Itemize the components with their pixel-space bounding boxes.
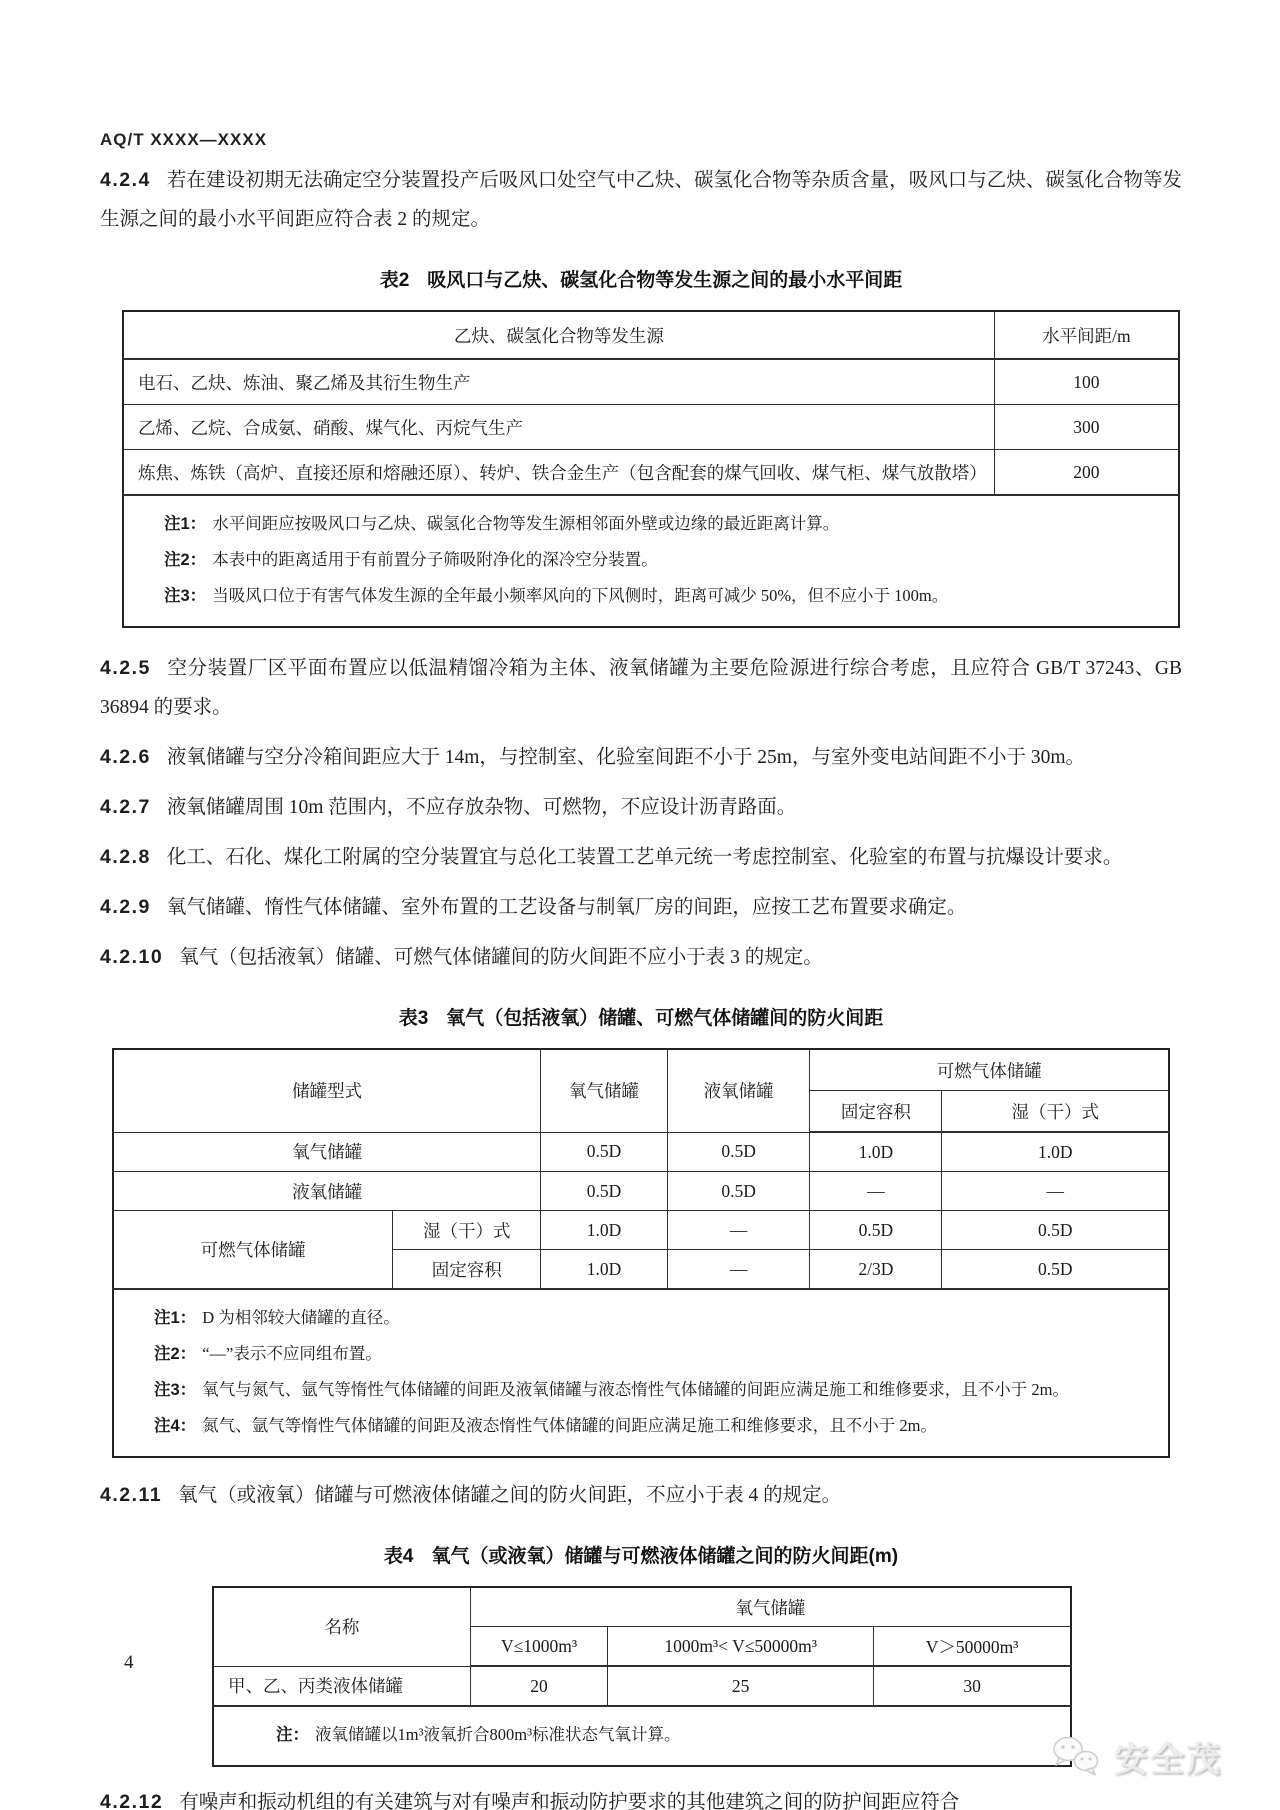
note-label: 注2： (164, 551, 207, 569)
table2-caption-title: 吸风口与乙炔、碳氢化合物等发生源之间的最小水平间距 (427, 270, 903, 291)
table-row (113, 1172, 1169, 1211)
table3-row-label: 氧气储罐 (113, 1132, 541, 1172)
para-4-2-9 (100, 888, 1182, 927)
table2-notes-row (123, 495, 1179, 627)
table2 (122, 310, 1180, 628)
table2-cell-distance: 100 (994, 359, 1179, 405)
table4-header-v1: V≤1000m³ (470, 1627, 607, 1667)
table3-cell: 0.5D (667, 1172, 810, 1211)
table2-header-source: 乙炔、碳氢化合物等发生源 (123, 311, 994, 359)
table2-caption-label: 表2 (379, 270, 410, 291)
table3-cell: 1.0D (541, 1211, 668, 1250)
note-text: “—”表示不应同组布置。 (202, 1344, 382, 1363)
table4-row-name: 甲、乙、丙类液体储罐 (213, 1666, 470, 1706)
table3-cell: 1.0D (810, 1132, 942, 1172)
table3-notes (113, 1289, 1169, 1457)
section-number: 4.2.4 (100, 169, 151, 191)
para-4-2-12 (100, 1783, 1182, 1810)
table4-header-name: 名称 (213, 1587, 470, 1666)
page-content (100, 0, 1182, 1810)
note-label: 注3： (164, 587, 207, 605)
table3-cell: 0.5D (541, 1132, 668, 1172)
section-text: 空分装置厂区平面布置应以低温精馏冷箱为主体、液氧储罐为主要危险源进行综合考虑，且应符合 GB/T 37243、GB 36894 的要求。 (100, 658, 1182, 718)
section-number: 4.2.10 (100, 946, 164, 968)
table2-header-distance: 水平间距/m (994, 311, 1179, 359)
section-text: 有噪声和振动机组的有关建筑与对有噪声和振动防护要求的其他建筑之间的防护间距应符合 (179, 1792, 960, 1810)
watermark-brand-text: 安全茂 (1114, 1741, 1222, 1779)
table3-cell: 1.0D (541, 1250, 668, 1290)
table3-header-flammable: 可燃气体储罐 (810, 1049, 1169, 1091)
section-number: 4.2.5 (100, 657, 151, 679)
watermark (1048, 1732, 1222, 1781)
table4-cell: 30 (874, 1666, 1071, 1706)
section-number: 4.2.9 (100, 896, 151, 918)
table3-cell: 0.5D (667, 1132, 810, 1172)
section-text: 化工、石化、煤化工附属的空分装置宜与总化工装置工艺单元统一考虑控制室、化验室的布置与抗爆设计要求。 (166, 847, 1123, 868)
standard-number-header: AQ/T XXXX—XXXX (100, 130, 268, 149)
table3-row-sublabel: 固定容积 (393, 1250, 541, 1290)
table3-header-wet-dry: 湿（干）式 (942, 1091, 1169, 1133)
table3-header-row-1 (113, 1049, 1169, 1091)
table3-caption-label: 表3 (398, 1008, 429, 1029)
table2-note-2 (164, 542, 1164, 578)
table4-notes (213, 1706, 1071, 1766)
note-text: 氮气、氩气等惰性气体储罐的间距及液态惰性气体储罐的间距应满足施工和维修要求，且不小于 2m。 (202, 1416, 937, 1435)
table-row (123, 450, 1179, 496)
note-text: 当吸风口位于有害气体发生源的全年最小频率风向的下风侧时，距离可减少 50%，但不应小于 100m。 (212, 586, 949, 605)
note-text: 氧气与氮气、氩气等惰性气体储罐的间距及液氧储罐与液态惰性气体储罐的间距应满足施工和维修要求，且不小于 2m。 (202, 1380, 1069, 1399)
table4-notes-row (213, 1706, 1071, 1766)
table3-cell: 1.0D (942, 1132, 1169, 1172)
table4-caption-title: 氧气（或液氧）储罐与可燃液体储罐之间的防火间距(m) (431, 1546, 899, 1567)
section-number: 4.2.6 (100, 746, 151, 768)
section-number: 4.2.11 (100, 1484, 163, 1506)
wechat-icon (1048, 1734, 1104, 1780)
table-row (213, 1666, 1071, 1706)
table2-cell-source: 电石、乙炔、炼油、聚乙烯及其衍生物生产 (123, 359, 994, 405)
section-text: 液氧储罐与空分冷箱间距应大于 14m，与控制室、化验室间距不小于 25m，与室外变电站间距不小于 30m。 (166, 747, 1086, 768)
note-label: 注3： (154, 1381, 197, 1399)
page-number: 4 (124, 1652, 134, 1673)
table-row (113, 1211, 1169, 1250)
table-row (113, 1132, 1169, 1172)
table3-caption-title: 氧气（包括液氧）储罐、可燃气体储罐间的防火间距 (446, 1008, 884, 1029)
para-4-2-4 (100, 161, 1182, 239)
section-text: 氧气储罐、惰性气体储罐、室外布置的工艺设备与制氧厂房的间距，应按工艺布置要求确定。 (166, 897, 967, 918)
note-text: 本表中的距离适用于有前置分子筛吸附净化的深冷空分装置。 (212, 550, 658, 569)
table3-header-liquid-oxygen: 液氧储罐 (667, 1049, 810, 1132)
table2-cell-distance: 300 (994, 405, 1179, 450)
table3-cell: 2/3D (810, 1250, 942, 1290)
section-number: 4.2.12 (100, 1791, 164, 1810)
note-label: 注2： (154, 1345, 197, 1363)
table3-cell: 0.5D (810, 1211, 942, 1250)
note-text: D 为相邻较大储罐的直径。 (202, 1308, 400, 1327)
table2-wrapper (122, 310, 1180, 628)
table3-cell: — (667, 1211, 810, 1250)
para-4-2-7 (100, 788, 1182, 827)
table3-header-oxygen: 氧气储罐 (541, 1049, 668, 1132)
table4-header-v3: V＞50000m³ (874, 1627, 1071, 1667)
table4-header-row-1 (213, 1587, 1071, 1627)
table4-header-oxygen-group: 氧气储罐 (470, 1587, 1071, 1627)
section-text: 氧气（包括液氧）储罐、可燃气体储罐间的防火间距不应小于表 3 的规定。 (179, 947, 823, 968)
table3-cell: 0.5D (942, 1250, 1169, 1290)
note-label: 注1： (164, 515, 207, 533)
table4-caption (100, 1541, 1182, 1568)
section-text: 液氧储罐周围 10m 范围内，不应存放杂物、可燃物，不应设计沥青路面。 (166, 797, 797, 818)
table2-header-row (123, 311, 1179, 359)
table3-row-label: 液氧储罐 (113, 1172, 541, 1211)
table3-row-sublabel: 湿（干）式 (393, 1211, 541, 1250)
table3-row-label: 可燃气体储罐 (113, 1211, 393, 1290)
table4-note (276, 1717, 1056, 1753)
section-text: 氧气（或液氧）储罐与可燃液体储罐之间的防火间距，不应小于表 4 的规定。 (178, 1485, 842, 1506)
table-row (123, 405, 1179, 450)
table4-header-v2: 1000m³< V≤50000m³ (608, 1627, 874, 1667)
table3-wrapper (112, 1048, 1170, 1458)
table3-cell: 0.5D (541, 1172, 668, 1211)
table3-cell: — (810, 1172, 942, 1211)
section-number: 4.2.8 (100, 846, 151, 868)
table4-caption-label: 表4 (383, 1546, 414, 1567)
table3-note-1 (154, 1300, 1154, 1336)
note-label: 注4： (154, 1417, 197, 1435)
table-row (123, 359, 1179, 405)
table3-cell: — (667, 1250, 810, 1290)
table3-note-2 (154, 1336, 1154, 1372)
note-label: 注： (276, 1726, 309, 1744)
table2-note-1 (164, 506, 1164, 542)
para-4-2-6 (100, 738, 1182, 777)
table2-notes (123, 495, 1179, 627)
para-4-2-10 (100, 938, 1182, 977)
table4 (212, 1586, 1072, 1767)
note-text: 液氧储罐以1m³液氧折合800m³标准状态气氧计算。 (315, 1725, 681, 1744)
table4-cell: 20 (470, 1666, 607, 1706)
table3-header-tank-type: 储罐型式 (113, 1049, 541, 1132)
section-text: 若在建设初期无法确定空分装置投产后吸风口处空气中乙炔、碳氢化合物等杂质含量，吸风口与乙炔、碳氢化合物等发生源之间的最小水平间距应符合表 2 的规定。 (100, 170, 1182, 230)
table3-note-4 (154, 1408, 1154, 1444)
table2-cell-distance: 200 (994, 450, 1179, 496)
para-4-2-11 (100, 1476, 1182, 1515)
para-4-2-8 (100, 838, 1182, 877)
table3-notes-row (113, 1289, 1169, 1457)
note-text: 水平间距应按吸风口与乙炔、碳氢化合物等发生源相邻面外壁或边缘的最近距离计算。 (212, 514, 840, 533)
table3-cell: — (942, 1172, 1169, 1211)
table2-caption (100, 265, 1182, 292)
table3 (112, 1048, 1170, 1458)
section-number: 4.2.7 (100, 796, 151, 818)
table4-wrapper (212, 1586, 1072, 1767)
para-4-2-5 (100, 649, 1182, 727)
table3-header-fixed-volume: 固定容积 (810, 1091, 942, 1133)
table2-cell-source: 乙烯、乙烷、合成氨、硝酸、煤气化、丙烷气生产 (123, 405, 994, 450)
table2-note-3 (164, 578, 1164, 614)
note-label: 注1： (154, 1309, 197, 1327)
table3-note-3 (154, 1372, 1154, 1408)
table3-cell: 0.5D (942, 1211, 1169, 1250)
table4-cell: 25 (608, 1666, 874, 1706)
table2-cell-source: 炼焦、炼铁（高炉、直接还原和熔融还原）、转炉、铁合金生产（包含配套的煤气回收、煤气柜、煤气放散塔） (123, 450, 994, 496)
table3-caption (100, 1003, 1182, 1030)
